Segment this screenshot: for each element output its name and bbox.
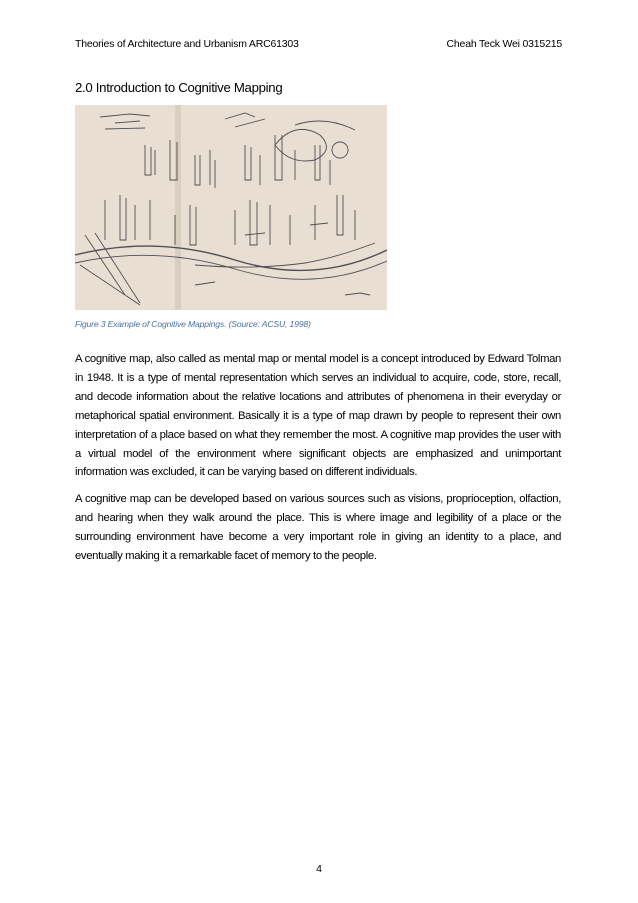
paragraph-1: A cognitive map, also called as mental map or mental model is a concept introduced by Edward Tolman in 1948. It is a type of mental representation which serves an individual to acquire, code, store, recall, and decode information about the relative locations and attributes of phenomena in their everyday or metaphorical spatial environment. Basically it is a type of map drawn by people to represent their own interpretation of a place based on what they remember the most. A cognitive map provides the user with a virtual model of the environment where significant objects are emphasized and unimportant information was excluded, it can be varying based on different individuals. [75,353,561,479]
header-course-title: Theories of Architecture and Urbanism ARC61303 [75,38,299,50]
section-heading: 2.0 Introduction to Cognitive Mapping [75,80,283,95]
header-author: Cheah Teck Wei 0315215 [446,38,562,50]
page-number: 4 [316,863,322,875]
figure-caption: Figure 3 Example of Cognitive Mappings. (Source: ACSU, 1998) [75,319,311,329]
page-header [75,38,562,54]
paragraph-2: A cognitive map can be developed based on various sources such as visions, proprioception, olfaction, and hearing when they walk around the place. This is where image and legibility of a place or the surrounding environment have become a very important role in giving an identity to a place, and eventually making it a remarkable facet of memory to the people. [75,493,561,562]
cognitive-map-sketch-image [75,105,387,310]
